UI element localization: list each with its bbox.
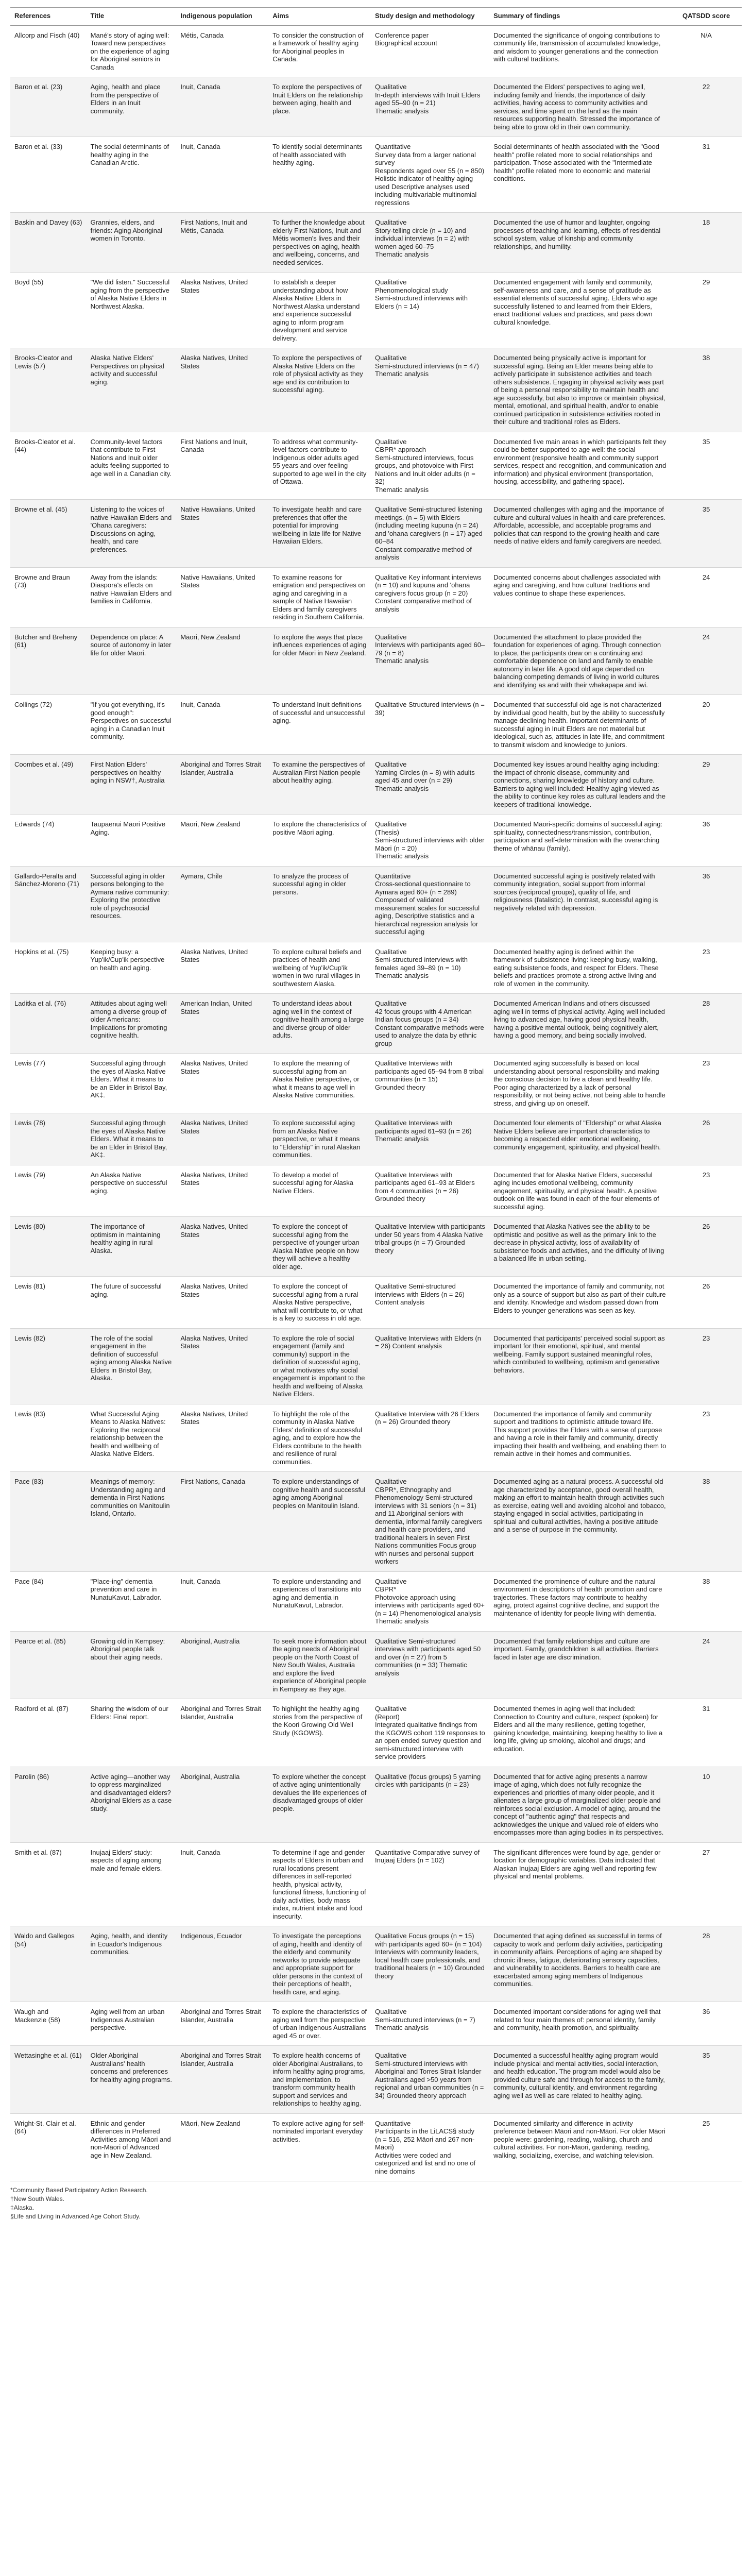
cell-title: Successful aging in older persons belonging to the Aymara native community: Exploring the protective role of psychosocial resources. xyxy=(87,866,177,942)
cell-title: Away from the islands: Diaspora's effects on native Hawaiian Elders and families in California. xyxy=(87,567,177,627)
cell-aims: To establish a deeper understanding about how Alaska Native Elders in Northwest Alaska understand and experience successful aging to inform program development and service delivery. xyxy=(268,273,371,348)
cell-study-design: Qualitative Semi-structured listening meetings. (n = 5) with Elders (including meeting kupuna (n = 24) and 'ohana caregivers (n = 17) aged 60–84 Constant comparative method of analysis xyxy=(371,500,489,568)
cell-population: Inuit, Canada xyxy=(176,1571,268,1631)
cell-study-design: Qualitative (focus groups) 5 yarning circles with participants (n = 23) xyxy=(371,1767,489,1842)
cell-qatsdd-score: 36 xyxy=(671,866,742,942)
table-row xyxy=(10,213,742,273)
cell-study-design: Qualitative Interview with participants under 50 years from 4 Alaska Native tribal groups (n = 7) Grounded theory xyxy=(371,1217,489,1277)
cell-study-design: Quantitative Comparative survey of Inujaaj Elders (n = 102) xyxy=(371,1842,489,1926)
cell-aims: To develop a model of successful aging for Alaska Native Elders. xyxy=(268,1165,371,1217)
cell-findings: Documented healthy aging is defined within the framework of subsistence living: keeping busy, walking, eating subsistence foods, and respect for Elders. These beliefs and practices promote a strong active living and role of women in the community. xyxy=(489,942,671,994)
cell-study-design: Qualitative Interviews with Elders (n = 26) Content analysis xyxy=(371,1328,489,1404)
cell-title: Taupaenui Māori Positive Aging. xyxy=(87,815,177,867)
cell-title: Sharing the wisdom of our Elders: Final report. xyxy=(87,1699,177,1767)
cell-population: Métis, Canada xyxy=(176,25,268,77)
cell-reference: Lewis (79) xyxy=(10,1165,87,1217)
cell-study-design: Qualitative In-depth interviews with Inuit Elders aged 55–90 (n = 21) Thematic analysis xyxy=(371,77,489,137)
table-row xyxy=(10,1165,742,1217)
cell-qatsdd-score: 35 xyxy=(671,432,742,500)
table-body xyxy=(10,25,742,2181)
cell-reference: Lewis (82) xyxy=(10,1328,87,1404)
column-header-title: Title xyxy=(87,8,177,26)
cell-aims: To determine if age and gender aspects of Elders in urban and rural locations present differences in self-reported health, physical activity, functional fitness, functioning of daily activities, body mass index, nutrient intake and food insecurity. xyxy=(268,1842,371,1926)
cell-study-design: Qualitative Semi-structured interviews (n = 7) Thematic analysis xyxy=(371,2002,489,2046)
cell-qatsdd-score: 23 xyxy=(671,1165,742,1217)
table-row xyxy=(10,2113,742,2181)
cell-population: Aboriginal and Torres Strait Islander, Australia xyxy=(176,2046,268,2114)
table-row xyxy=(10,1926,742,2002)
table-row xyxy=(10,1404,742,1472)
cell-qatsdd-score: 31 xyxy=(671,137,742,213)
cell-reference: Boyd (55) xyxy=(10,273,87,348)
cell-findings: Documented a successful healthy aging program would include physical and mental activities, social interaction, and health education. The program model would also be provided culture safe and through for access to the family, community, cultural identity, and environment regarding aging well as well as care related to healthy aging. xyxy=(489,2046,671,2114)
cell-findings: Social determinants of health associated with the "Good health" profile related more to social relationships and participation. Those associated with the "Intermediate health" profile related more to economic and material conditions. xyxy=(489,137,671,213)
cell-qatsdd-score: 31 xyxy=(671,1699,742,1767)
cell-findings: Documented aging successfully is based on local understanding about personal responsibility and making the conscious decision to live a clean and healthy life. Poor aging characterized by a lack of personal responsibility, or not being active, not being able to handle stress, and giving up on oneself. xyxy=(489,1054,671,1113)
cell-population: Indigenous, Ecuador xyxy=(176,1926,268,2002)
cell-study-design: Quantitative Cross-sectional questionnaire to Aymara aged 60+ (n = 289) Composed of validated measurement scales for successful aging, Descriptive statistics and a hierarchical regression analysis for successful aging xyxy=(371,866,489,942)
cell-title: Aging, health and place from the perspective of Elders in an Inuit community. xyxy=(87,77,177,137)
cell-study-design: Qualitative Semi-structured interviews with females aged 39–89 (n = 10) Thematic analysis xyxy=(371,942,489,994)
cell-study-design: Qualitative (Thesis) Semi-structured interviews with older Māori (n = 20) Thematic analysis xyxy=(371,815,489,867)
cell-qatsdd-score: 35 xyxy=(671,500,742,568)
cell-population: Alaska Natives, United States xyxy=(176,1328,268,1404)
cell-aims: To explore health concerns of older Aboriginal Australians, to inform healthy aging programs, and implementation, to transform community health support and services and relationships to healthy aging. xyxy=(268,2046,371,2114)
column-header-qatsdd-score: QATSDD score xyxy=(671,8,742,26)
cell-population: Alaska Natives, United States xyxy=(176,1113,268,1165)
cell-findings: Documented being physically active is important for successful aging. Being an Elder means being able to actively participate in subsistence activities and teach others subsistence. Engaging in physical activity was part of being a personal responsibility to maintain health and age successfully, but also to improve or maintain physical, mental, emotional, and spiritual health, and/or to enable continued participation in subsistence activities rooted in their culture and traditional roles as Elders. xyxy=(489,348,671,432)
column-header-aims: Aims xyxy=(268,8,371,26)
table-row xyxy=(10,137,742,213)
cell-title: The role of the social engagement in the definition of successful aging among Alaska Native Elders in Bristol Bay, Alaska. xyxy=(87,1328,177,1404)
cell-title: Aging, health, and identity in Ecuador's Indigenous communities. xyxy=(87,1926,177,2002)
cell-findings: Documented American Indians and others discussed aging well in terms of physical activity. Aging well included living to advanced age, having good physical health, having a positive mental outlook, being cognitively alert, having a good memory, and being socially involved. xyxy=(489,994,671,1054)
cell-aims: To explore the perspectives of Inuit Elders on the relationship between aging, health and place. xyxy=(268,77,371,137)
cell-aims: To explore the perspectives of Alaska Native Elders on the role of physical activity as they age and its contribution to successful aging. xyxy=(268,348,371,432)
cell-reference: Pace (83) xyxy=(10,1472,87,1572)
cell-aims: To explore the characteristics of aging well from the perspective of urban Indigenous Australians aged 45 or over. xyxy=(268,2002,371,2046)
cell-title: Mané's story of aging well: Toward new perspectives on the experience of aging for Aboriginal seniors in Canada xyxy=(87,25,177,77)
cell-population: Native Hawaiians, United States xyxy=(176,567,268,627)
table-row xyxy=(10,273,742,348)
cell-reference: Allcorp and Fisch (40) xyxy=(10,25,87,77)
cell-population: American Indian, United States xyxy=(176,994,268,1054)
cell-study-design: Qualitative Semi-structured interviews (n = 47) Thematic analysis xyxy=(371,348,489,432)
table-row xyxy=(10,1631,742,1699)
cell-aims: To investigate health and care preferences that offer the potential for improving wellbeing in late life for Native Hawaiian Elders. xyxy=(268,500,371,568)
cell-qatsdd-score: 18 xyxy=(671,213,742,273)
cell-aims: To explore whether the concept of active aging unintentionally devalues the life experiences of disadvantaged groups of older people. xyxy=(268,1767,371,1842)
cell-reference: Lewis (80) xyxy=(10,1217,87,1277)
cell-population: Alaska Natives, United States xyxy=(176,1217,268,1277)
table-row xyxy=(10,1113,742,1165)
cell-title: Listening to the voices of native Hawaiian Elders and 'Ohana caregivers: Discussions on aging, health, and care preferences. xyxy=(87,500,177,568)
cell-population: Inuit, Canada xyxy=(176,1842,268,1926)
cell-findings: Documented aging as a natural process. A successful old age characterized by acceptance, good overall health, making an effort to maintain health through activities such as exercise, eating well and avoiding alcohol and tobacco, staying engaged in social activities, participating in spiritual and cultural activities, having a positive attitude and a sense of purpose in the community. xyxy=(489,1472,671,1572)
cell-study-design: Quantitative Survey data from a larger national survey Respondents aged over 55 (n = 850) Holistic indicator of healthy aging used Descriptive analyses used including multivariable multinomial regressions xyxy=(371,137,489,213)
cell-aims: To investigate the perceptions of aging, health and identity of the elderly and community networks to provide adequate and appropriate support for older persons in the context of their perceptions of health, health care, and aging. xyxy=(268,1926,371,2002)
cell-aims: To explore the role of social engagement (family and community) support in the definition of successful aging, or what motivates why social engagement is important to the health and wellbeing of Alaska Native Elders. xyxy=(268,1328,371,1404)
cell-reference: Browne et al. (45) xyxy=(10,500,87,568)
cell-findings: Documented that family relationships and culture are important. Family, grandchildren is all activities. Barriers faced in later age are discrimination. xyxy=(489,1631,671,1699)
cell-qatsdd-score: 28 xyxy=(671,994,742,1054)
table-row xyxy=(10,1767,742,1842)
cell-findings: Documented the importance of family and community, not only as a source of support but also as part of their culture and identity. Knowledge and wisdom passed down from Elders to younger generations was seen as key. xyxy=(489,1277,671,1329)
table-row xyxy=(10,2046,742,2114)
column-header-reference: References xyxy=(10,8,87,26)
cell-aims: To highlight the role of the community in Alaska Native Elders' definition of successful aging, and to explore how the Elders contribute to the health and resilience of rural communities. xyxy=(268,1404,371,1472)
cell-qatsdd-score: 26 xyxy=(671,1217,742,1277)
cell-findings: Documented important considerations for aging well that related to four main themes of: personal identity, family and community, health promotion, and spirituality. xyxy=(489,2002,671,2046)
cell-study-design: Quantitative Participants in the LiLACS§ study (n = 516, 252 Māori and 267 non-Māori) Activities were coded and categorized and list and no one of nine domains xyxy=(371,2113,489,2181)
cell-reference: Edwards (74) xyxy=(10,815,87,867)
cell-title: The social determinants of healthy aging in the Canadian Arctic. xyxy=(87,137,177,213)
cell-study-design: Qualitative Interviews with participants aged 61–93 (n = 26) Thematic analysis xyxy=(371,1113,489,1165)
cell-title: What Successful Aging Means to Alaska Natives: Exploring the reciprocal relationship between the health and wellbeing of Alaska Native Elders. xyxy=(87,1404,177,1472)
cell-reference: Smith et al. (87) xyxy=(10,1842,87,1926)
cell-findings: The significant differences were found by age, gender or location for demographic variables. Data indicated that Alaskan Inujaaj Elders are aging well and reporting few physical and mental problems. xyxy=(489,1842,671,1926)
cell-population: Inuit, Canada xyxy=(176,77,268,137)
cell-title: "If you got everything, it's good enough": Perspectives on successful aging in a Canadian Inuit community. xyxy=(87,695,177,755)
cell-aims: To examine reasons for emigration and perspectives on aging and caregiving in a sample of Native Hawaiian Elders and family caregivers residing in Southern California. xyxy=(268,567,371,627)
cell-reference: Lewis (77) xyxy=(10,1054,87,1113)
cell-study-design: Qualitative Structured interviews (n = 39) xyxy=(371,695,489,755)
table-row xyxy=(10,1054,742,1113)
cell-findings: Documented that participants' perceived social support as important for their emotional, spiritual, and mental wellbeing. Family support sustained meaningful roles, which contributed to wellbeing, optimism and generative behaviors. xyxy=(489,1328,671,1404)
cell-qatsdd-score: 23 xyxy=(671,1328,742,1404)
cell-population: Aboriginal, Australia xyxy=(176,1767,268,1842)
cell-findings: Documented engagement with family and community, self-awareness and care, and a sense of gratitude as essential elements of successful aging. Elders who age successfully listened to and learned from their Elders, enact traditional values and practices, and pass down cultural knowledge. xyxy=(489,273,671,348)
cell-reference: Baron et al. (23) xyxy=(10,77,87,137)
cell-findings: Documented the Elders' perspectives to aging well, including family and friends, the importance of daily activities, having access to community activities and services, and time spent on the land as the main resources supporting health. Stressed the importance of being able to grow old in their own community. xyxy=(489,77,671,137)
cell-aims: To explore cultural beliefs and practices of health and wellbeing of Yup'ik/Cup'ik women in two rural villages in southwestern Alaska. xyxy=(268,942,371,994)
cell-findings: Documented similarity and difference in activity preference between Māori and non-Māori. For older Māori people were: gardening, reading, walking, church and cultural activities. For non-Māori, gardening, reading, walking, socializing, exercise, and watching television. xyxy=(489,2113,671,2181)
cell-findings: Documented Māori-specific domains of successful aging: spirituality, connectedness/transmission, contribution, participation and self-determination with the overarching theme of whānau (family). xyxy=(489,815,671,867)
cell-qatsdd-score: 27 xyxy=(671,1842,742,1926)
table-row xyxy=(10,2002,742,2046)
table-row xyxy=(10,994,742,1054)
cell-aims: To seek more information about the aging needs of Aboriginal people on the North Coast of New South Wales, Australia and explore the lived experience of Aboriginal people in Kempsey as they age. xyxy=(268,1631,371,1699)
cell-qatsdd-score: 36 xyxy=(671,815,742,867)
cell-qatsdd-score: 22 xyxy=(671,77,742,137)
cell-population: Aymara, Chile xyxy=(176,866,268,942)
cell-qatsdd-score: 23 xyxy=(671,1054,742,1113)
cell-study-design: Qualitative Semi-structured interviews with participants aged 50 and over (n = 27) from 5 communities (n = 33) Thematic analysis xyxy=(371,1631,489,1699)
table-row xyxy=(10,627,742,695)
footnote: §Life and Living in Advanced Age Cohort Study. xyxy=(10,2213,141,2220)
cell-reference: Parolin (86) xyxy=(10,1767,87,1842)
cell-title: Community-level factors that contribute to First Nations and Inuit older adults feeling supported to age well in a Canadian city. xyxy=(87,432,177,500)
cell-study-design: Qualitative Interviews with participants aged 61–93 at Elders from 4 communities (n = 26) Grounded theory xyxy=(371,1165,489,1217)
table-row xyxy=(10,1277,742,1329)
cell-reference: Radford et al. (87) xyxy=(10,1699,87,1767)
cell-qatsdd-score: 24 xyxy=(671,567,742,627)
cell-title: The importance of optimism in maintaining healthy aging in rural Alaska. xyxy=(87,1217,177,1277)
cell-qatsdd-score: 23 xyxy=(671,1404,742,1472)
cell-aims: To highlight the healthy aging stories from the perspective of the Koori Growing Old Well Study (KGOWS). xyxy=(268,1699,371,1767)
cell-population: Inuit, Canada xyxy=(176,695,268,755)
cell-population: Alaska Natives, United States xyxy=(176,1277,268,1329)
cell-qatsdd-score: 10 xyxy=(671,1767,742,1842)
cell-title: Dependence on place: A source of autonomy in later life for older Maori. xyxy=(87,627,177,695)
cell-reference: Coombes et al. (49) xyxy=(10,755,87,815)
cell-study-design: Qualitative Interviews with participants aged 65–94 from 8 tribal communities (n = 15) Grounded theory xyxy=(371,1054,489,1113)
cell-title: Aging well from an urban Indigenous Australian perspective. xyxy=(87,2002,177,2046)
cell-qatsdd-score: 26 xyxy=(671,1113,742,1165)
cell-reference: Waugh and Mackenzie (58) xyxy=(10,2002,87,2046)
cell-title: Growing old in Kempsey: Aboriginal people talk about their aging needs. xyxy=(87,1631,177,1699)
cell-population: Alaska Natives, United States xyxy=(176,1054,268,1113)
cell-reference: Baron et al. (33) xyxy=(10,137,87,213)
cell-aims: To explore understandings of cognitive health and successful aging among Aboriginal peoples on Manitoulin Island. xyxy=(268,1472,371,1572)
cell-aims: To explore the concept of successful aging from the perspective of younger urban Alaska Native people on how they will achieve a healthy older age. xyxy=(268,1217,371,1277)
cell-population: Aboriginal and Torres Strait Islander, Australia xyxy=(176,755,268,815)
cell-qatsdd-score: 24 xyxy=(671,1631,742,1699)
cell-aims: To address what community-level factors contribute to Indigenous older adults aged 55 years and over feeling supported to age well in the city of Ottawa. xyxy=(268,432,371,500)
cell-reference: Butcher and Breheny (61) xyxy=(10,627,87,695)
cell-study-design: Qualitative Semi-structured interviews with Aboriginal and Torres Strait Islander Australians aged >50 years from regional and urban communities (n = 34) Grounded theory approach xyxy=(371,2046,489,2114)
cell-qatsdd-score: 25 xyxy=(671,2113,742,2181)
cell-findings: Documented five main areas in which participants felt they could be better supported to age well: the social environment (responsive health and community support services, respect and recognition, and communication and information) and physical environment (transportation, housing, accessibility, and gathering space). xyxy=(489,432,671,500)
cell-study-design: Qualitative 42 focus groups with 4 American Indian focus groups (n = 34) Constant comparative methods were used to analyze the data by ethnic group xyxy=(371,994,489,1054)
footnotes xyxy=(10,2187,742,2221)
cell-aims: To further the knowledge about elderly First Nations, Inuit and Métis women's lives and their perspectives on aging, health and wellbeing, concerns, and needed services. xyxy=(268,213,371,273)
cell-qatsdd-score: 38 xyxy=(671,348,742,432)
cell-qatsdd-score: 35 xyxy=(671,2046,742,2114)
cell-study-design: Qualitative (Report) Integrated qualitative findings from the KGOWS cohort 119 responses to an open ended survey question and semi-structured interview with service providers xyxy=(371,1699,489,1767)
cell-study-design: Qualitative Interviews with participants aged 60–79 (n = 8) Thematic analysis xyxy=(371,627,489,695)
cell-reference: Wettasinghe et al. (61) xyxy=(10,2046,87,2114)
header-row xyxy=(10,8,742,26)
cell-reference: Browne and Braun (73) xyxy=(10,567,87,627)
cell-reference: Brooks-Cleator and Lewis (57) xyxy=(10,348,87,432)
cell-population: Māori, New Zealand xyxy=(176,2113,268,2181)
cell-reference: Hopkins et al. (75) xyxy=(10,942,87,994)
cell-study-design: Qualitative Story-telling circle (n = 10) and individual interviews (n = 2) with women aged 60–75 Thematic analysis xyxy=(371,213,489,273)
cell-reference: Lewis (81) xyxy=(10,1277,87,1329)
cell-population: Inuit, Canada xyxy=(176,137,268,213)
cell-reference: Brooks-Cleator et al. (44) xyxy=(10,432,87,500)
cell-population: Alaska Natives, United States xyxy=(176,942,268,994)
cell-reference: Lewis (83) xyxy=(10,1404,87,1472)
table-row xyxy=(10,432,742,500)
cell-findings: Documented successful aging is positively related with community integration, social support from informal sources (reciprocal groups), quality of life, and religiousness (fatalistic). In contrast, successful aging is negatively related with depression. xyxy=(489,866,671,942)
cell-findings: Documented four elements of "Eldership" or what Alaska Native Elders believe are important characteristics to becoming a respected elder: emotional wellbeing, community engagement, spirituality, and physical health. xyxy=(489,1113,671,1165)
cell-study-design: Qualitative CBPR*, Ethnography and Phenomenology Semi-structured interviews with 31 seniors (n = 31) and 11 Aboriginal seniors with dementia, informal family caregivers and health care providers, and traditional healers in seven First Nations communities Focus group with nurses and personal support workers xyxy=(371,1472,489,1572)
cell-population: Māori, New Zealand xyxy=(176,627,268,695)
cell-aims: To understand Inuit definitions of successful and unsuccessful aging. xyxy=(268,695,371,755)
table-row xyxy=(10,500,742,568)
cell-title: Grannies, elders, and friends: Aging Aboriginal women in Toronto. xyxy=(87,213,177,273)
cell-population: Alaska Natives, United States xyxy=(176,1165,268,1217)
table-row xyxy=(10,755,742,815)
cell-reference: Gallardo-Peralta and Sánchez-Moreno (71) xyxy=(10,866,87,942)
cell-population: First Nations and Inuit, Canada xyxy=(176,432,268,500)
cell-reference: Collings (72) xyxy=(10,695,87,755)
table-row xyxy=(10,1842,742,1926)
cell-findings: Documented that for Alaska Native Elders, successful aging includes emotional wellbeing, community engagement, spirituality, and physical health. A positive outlook on life was found in each of the four elements of successful aging. xyxy=(489,1165,671,1217)
cell-findings: Documented the attachment to place provided the foundation for experiences of aging. Through connection to place, the participants drew on a continuing and comfortable dependence on land and family to enable autonomy in later life. A good old age depended on balancing competing demands of living in world cultures and identifying as and with their whakapapa and iwi. xyxy=(489,627,671,695)
cell-aims: To understand ideas about aging well in the context of cognitive health among a large and diverse group of older adults. xyxy=(268,994,371,1054)
cell-population: First Nations, Canada xyxy=(176,1472,268,1572)
cell-qatsdd-score: 23 xyxy=(671,942,742,994)
cell-aims: To explore understanding and experiences of transitions into aging and dementia in NunatuKavut, Labrador. xyxy=(268,1571,371,1631)
column-header-findings: Summary of findings xyxy=(489,8,671,26)
cell-population: Alaska Natives, United States xyxy=(176,1404,268,1472)
cell-population: Alaska Natives, United States xyxy=(176,348,268,432)
cell-aims: To explore the characteristics of positive Māori aging. xyxy=(268,815,371,867)
cell-aims: To consider the construction of a framework of healthy aging for Aboriginal peoples in Canada. xyxy=(268,25,371,77)
cell-title: Successful aging through the eyes of Alaska Native Elders. What it means to be an Elder in Bristol Bay, AK‡. xyxy=(87,1113,177,1165)
cell-qatsdd-score: N/A xyxy=(671,25,742,77)
cell-qatsdd-score: 29 xyxy=(671,273,742,348)
table-row xyxy=(10,866,742,942)
cell-study-design: Qualitative Focus groups (n = 15) with participants aged 60+ (n = 104) Interviews with community leaders, local health care professionals, and traditional healers (n = 10) Grounded theory xyxy=(371,1926,489,2002)
cell-title: Meanings of memory: Understanding aging and dementia in First Nations communities on Manitoulin Island, Ontario. xyxy=(87,1472,177,1572)
cell-findings: Documented the use of humor and laughter, ongoing processes of teaching and learning, effects of residential school system, value of kinship and community relationships, and humility. xyxy=(489,213,671,273)
table-row xyxy=(10,348,742,432)
cell-qatsdd-score: 26 xyxy=(671,1277,742,1329)
cell-population: Aboriginal and Torres Strait Islander, Australia xyxy=(176,2002,268,2046)
cell-findings: Documented that aging defined as successful in terms of capacity to work and perform daily activities, participating in community affairs. Perceptions of aging are shaped by chronic illness, fatigue, deteriorating sensory capacities, and vulnerability to accidents. Barriers to health care are exacerbated among aging members of Indigenous communities. xyxy=(489,1926,671,2002)
footnote: ‡Alaska. xyxy=(10,2204,35,2211)
cell-study-design: Qualitative Semi-structured interviews with Elders (n = 26) Content analysis xyxy=(371,1277,489,1329)
cell-findings: Documented key issues around healthy aging including: the impact of chronic disease, community and connections, sharing knowledge of history and culture. Barriers to aging well included: Healthy aging viewed as the ability to continue key roles as cultural leaders and the keepers of traditional knowledge. xyxy=(489,755,671,815)
column-header-population: Indigenous population xyxy=(176,8,268,26)
column-header-study-design: Study design and methodology xyxy=(371,8,489,26)
cell-title: First Nation Elders' perspectives on healthy aging in NSW†, Australia xyxy=(87,755,177,815)
page xyxy=(10,0,742,2221)
table-row xyxy=(10,1472,742,1572)
table-row xyxy=(10,1571,742,1631)
cell-title: "Place-ing" dementia prevention and care in NunatuKavut, Labrador. xyxy=(87,1571,177,1631)
cell-reference: Waldo and Gallegos (54) xyxy=(10,1926,87,2002)
cell-study-design: Conference paper Biographical account xyxy=(371,25,489,77)
cell-reference: Laditka et al. (76) xyxy=(10,994,87,1054)
cell-reference: Baskin and Davey (63) xyxy=(10,213,87,273)
table-row xyxy=(10,1217,742,1277)
cell-title: "We did listen." Successful aging from the perspective of Alaska Native Elders in Northwest Alaska. xyxy=(87,273,177,348)
footnote: †New South Wales. xyxy=(10,2195,64,2202)
cell-aims: To explore the meaning of successful aging from an Alaska Native perspective, or what it means to age well in Alaska Native communities. xyxy=(268,1054,371,1113)
cell-study-design: Qualitative Yarning Circles (n = 8) with adults aged 45 and over (n = 29) Thematic analysis xyxy=(371,755,489,815)
cell-reference: Pearce et al. (85) xyxy=(10,1631,87,1699)
cell-findings: Documented themes in aging well that included: Connection to Country and culture, respect (spoken) for Elders and all the many resilience, getting together, gaining knowledge, maintaining, keeping healthy to live a long life, giving up smoking, alcohol and drugs; and education. xyxy=(489,1699,671,1767)
cell-qatsdd-score: 36 xyxy=(671,2002,742,2046)
table-row xyxy=(10,815,742,867)
cell-findings: Documented the prominence of culture and the natural environment in descriptions of health promotion and care trajectories. These factors may contribute to healthy aging, protect against cognitive decline, and support the maintenance of identity for people living with dementia. xyxy=(489,1571,671,1631)
studies-table xyxy=(10,7,742,2181)
cell-findings: Documented challenges with aging and the importance of culture and cultural values in health and care preferences. Affordable, accessible, and acceptable programs and policies that can respond to the growing health and care needs of native elders and family caregivers are needed. xyxy=(489,500,671,568)
table-header xyxy=(10,8,742,26)
cell-findings: Documented that successful old age is not characterized by individual good health, but by the ability to successfully manage declining health. Important determinants of successful aging in Inuit Elders are not material but ideological, such as, attitudes in late life, and commitment to transmit wisdom and knowledge to juniors. xyxy=(489,695,671,755)
cell-study-design: Qualitative CBPR* approach Semi-structured interviews, focus groups, and photovoice with First Nations and Inuit older adults (n = 32) Thematic analysis xyxy=(371,432,489,500)
cell-title: An Alaska Native perspective on successful aging. xyxy=(87,1165,177,1217)
cell-title: Keeping busy: a Yup'ik/Cup'ik perspective on health and aging. xyxy=(87,942,177,994)
cell-qatsdd-score: 20 xyxy=(671,695,742,755)
cell-population: Alaska Natives, United States xyxy=(176,273,268,348)
cell-title: Inujaaj Elders' study: aspects of aging among male and female elders. xyxy=(87,1842,177,1926)
cell-title: Successful aging through the eyes of Alaska Native Elders. What it means to be an Elder in Bristol Bay, AK‡. xyxy=(87,1054,177,1113)
cell-qatsdd-score: 24 xyxy=(671,627,742,695)
cell-aims: To explore successful aging from an Alaska Native perspective, or what it means to "Eldership" in rural Alaskan communities. xyxy=(268,1113,371,1165)
cell-findings: Documented the importance of family and community support and traditions to optimistic attitude toward life. This support provides the Elders with a sense of purpose and having a role in their family and community, directly impacting their health and wellbeing, and enabling them to remain active in their homes and communities. xyxy=(489,1404,671,1472)
cell-study-design: Qualitative Interview with 26 Elders (n = 26) Grounded theory xyxy=(371,1404,489,1472)
table-row xyxy=(10,77,742,137)
cell-qatsdd-score: 38 xyxy=(671,1571,742,1631)
cell-study-design: Qualitative Key informant interviews (n = 10) and kupuna and 'ohana caregivers focus group (n = 20) Constant comparative method of analysis xyxy=(371,567,489,627)
cell-study-design: Qualitative CBPR* Photovoice approach using interviews with participants aged 60+ (n = 14) Phenomenological analysis Thematic analysis xyxy=(371,1571,489,1631)
cell-population: First Nations, Inuit and Métis, Canada xyxy=(176,213,268,273)
cell-aims: To explore the concept of successful aging from a rural Alaska Native perspective, what will contribute to, or what is a key to success in old age. xyxy=(268,1277,371,1329)
cell-population: Aboriginal and Torres Strait Islander, Australia xyxy=(176,1699,268,1767)
cell-population: Native Hawaiians, United States xyxy=(176,500,268,568)
table-row xyxy=(10,1328,742,1404)
cell-findings: Documented that for active aging presents a narrow image of aging, which does not fully recognize the experiences and priorities of many older people, and it alienates a large group of marginalized older people and reinforces social exclusion. A model of aging, around the concept of "authentic aging" that respects and acknowledges the unique and valued role of elders who encompasses more than aging bodies in its perspectives. xyxy=(489,1767,671,1842)
cell-population: Māori, New Zealand xyxy=(176,815,268,867)
cell-findings: Documented the significance of ongoing contributions to community life, transmission of accumulated knowledge, and wisdom to younger generations and the connection with cultural traditions. xyxy=(489,25,671,77)
cell-findings: Documented concerns about challenges associated with aging and caregiving, and how cultural traditions and values continue to shape these experiences. xyxy=(489,567,671,627)
table-row xyxy=(10,25,742,77)
cell-aims: To analyze the process of successful aging in older persons. xyxy=(268,866,371,942)
cell-aims: To explore the ways that place influences experiences of aging for older Māori in New Zealand. xyxy=(268,627,371,695)
cell-reference: Pace (84) xyxy=(10,1571,87,1631)
table-row xyxy=(10,567,742,627)
table-row xyxy=(10,695,742,755)
cell-title: Active aging—another way to oppress marginalized and disadvantaged elders? Aboriginal Elders as a case study. xyxy=(87,1767,177,1842)
cell-title: Alaska Native Elders' Perspectives on physical activity and successful aging. xyxy=(87,348,177,432)
cell-qatsdd-score: 28 xyxy=(671,1926,742,2002)
cell-aims: To explore active aging for self-nominated important everyday activities. xyxy=(268,2113,371,2181)
table-row xyxy=(10,942,742,994)
cell-title: Older Aboriginal Australians' health concerns and preferences for healthy aging programs. xyxy=(87,2046,177,2114)
cell-qatsdd-score: 38 xyxy=(671,1472,742,1572)
cell-title: Ethnic and gender differences in Preferred Activities among Māori and non-Māori of Advanced age in New Zealand. xyxy=(87,2113,177,2181)
cell-findings: Documented that Alaska Natives see the ability to be optimistic and positive as well as the primary link to the decrease in physical activity, loss of availability of subsistence foods and activities, and the difficulty of living a balanced life in urban setting. xyxy=(489,1217,671,1277)
cell-study-design: Qualitative Phenomenological study Semi-structured interviews with Elders (n = 14) xyxy=(371,273,489,348)
cell-aims: To examine the perspectives of Australian First Nation people about healthy aging. xyxy=(268,755,371,815)
table-row xyxy=(10,1699,742,1767)
cell-population: Aboriginal, Australia xyxy=(176,1631,268,1699)
cell-reference: Wright-St. Clair et al. (64) xyxy=(10,2113,87,2181)
cell-aims: To identify social determinants of health associated with healthy aging. xyxy=(268,137,371,213)
cell-title: Attitudes about aging well among a diverse group of older Americans: Implications for promoting cognitive health. xyxy=(87,994,177,1054)
cell-reference: Lewis (78) xyxy=(10,1113,87,1165)
cell-title: The future of successful aging. xyxy=(87,1277,177,1329)
footnote: *Community Based Participatory Action Research. xyxy=(10,2187,148,2194)
cell-qatsdd-score: 29 xyxy=(671,755,742,815)
